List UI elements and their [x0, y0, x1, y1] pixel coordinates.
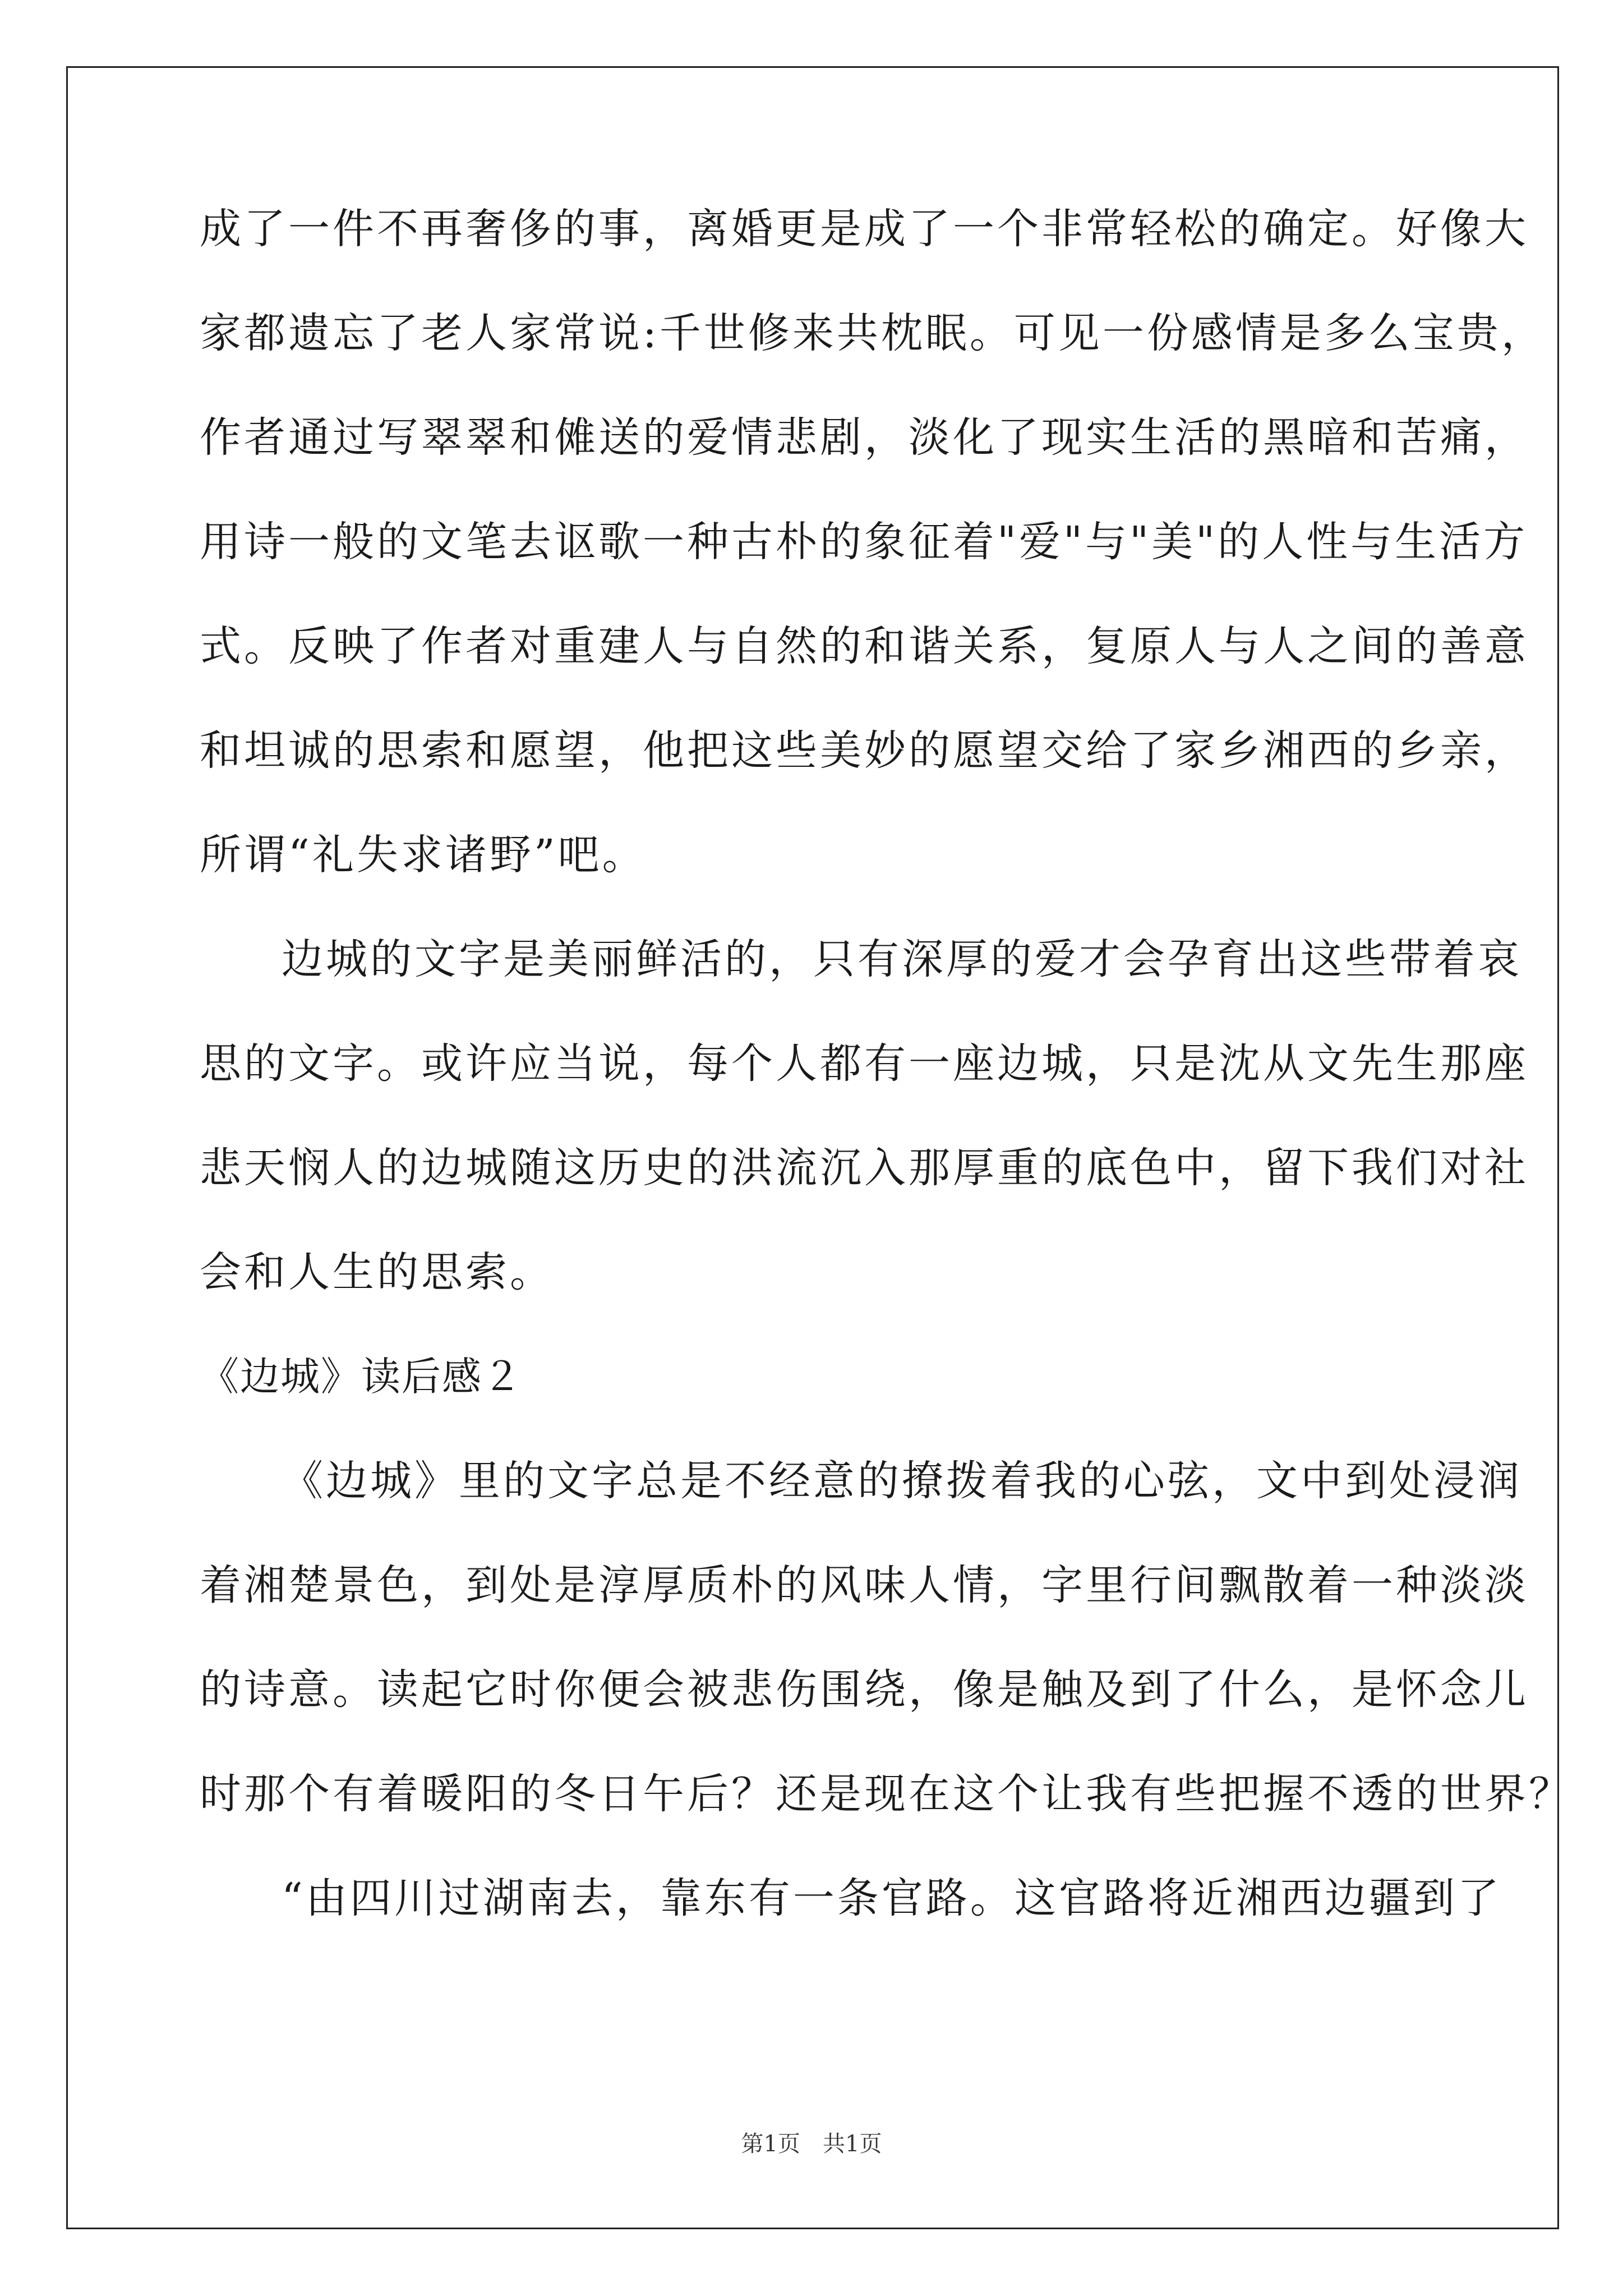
paragraph-line: 作者通过写翠翠和傩送的爱情悲剧，淡化了现实生活的黑暗和苦痛，	[200, 413, 1529, 462]
paragraph-line: 边城的文字是美丽鲜活的，只有深厚的爱才会孕育出这些带着哀	[282, 935, 1522, 983]
section-heading: 《边城》读后感２	[200, 1354, 523, 1400]
paragraph-line: 的诗意。读起它时你便会被悲伤围绕，像是触及到了什么，是怀念儿	[200, 1665, 1529, 1714]
paragraph-line: 着湘楚景色，到处是淳厚质朴的风味人情，字里行间飘散着一种淡淡	[200, 1561, 1529, 1609]
paragraph-line: 式。反映了作者对重建人与自然的和谐关系，复原人与人之间的善意	[200, 622, 1529, 670]
document-body	[200, 202, 1573, 1976]
paragraph-line: 《边城》里的文字总是不经意的撩拨着我的心弦，文中到处浸润	[282, 1457, 1522, 1505]
paragraph-line: 成了一件不再奢侈的事，离婚更是成了一个非常轻松的确定。好像大	[200, 205, 1529, 253]
paragraph-line: 和坦诚的思索和愿望，他把这些美妙的愿望交给了家乡湘西的乡亲，	[200, 726, 1529, 775]
paragraph-line: 悲天悯人的边城随这历史的洪流沉入那厚重的底色中，留下我们对社	[200, 1144, 1529, 1192]
paragraph-line: 时那个有着暖阳的冬日午后？还是现在这个让我有些把握不透的世界？	[200, 1770, 1573, 1818]
page-footer: 第1页 共1页	[741, 2131, 882, 2157]
paragraph-line: 会和人生的思索。	[200, 1248, 554, 1296]
paragraph-line: 用诗一般的文笔去讴歌一种古朴的象征着"爱"与"美"的人性与生活方	[200, 518, 1528, 566]
paragraph-line: 家都遗忘了老人家常说:千世修来共枕眠。可见一份感情是多么宝贵，	[200, 309, 1546, 357]
paragraph-line: “由四川过湖南去，靠东有一条官路。这官路将近湘西边疆到了	[282, 1874, 1502, 1922]
paragraph-line: 所谓“礼失求诸野”吧。	[200, 831, 647, 879]
paragraph-line: 思的文字。或许应当说，每个人都有一座边城，只是沈从文先生那座	[200, 1039, 1529, 1088]
